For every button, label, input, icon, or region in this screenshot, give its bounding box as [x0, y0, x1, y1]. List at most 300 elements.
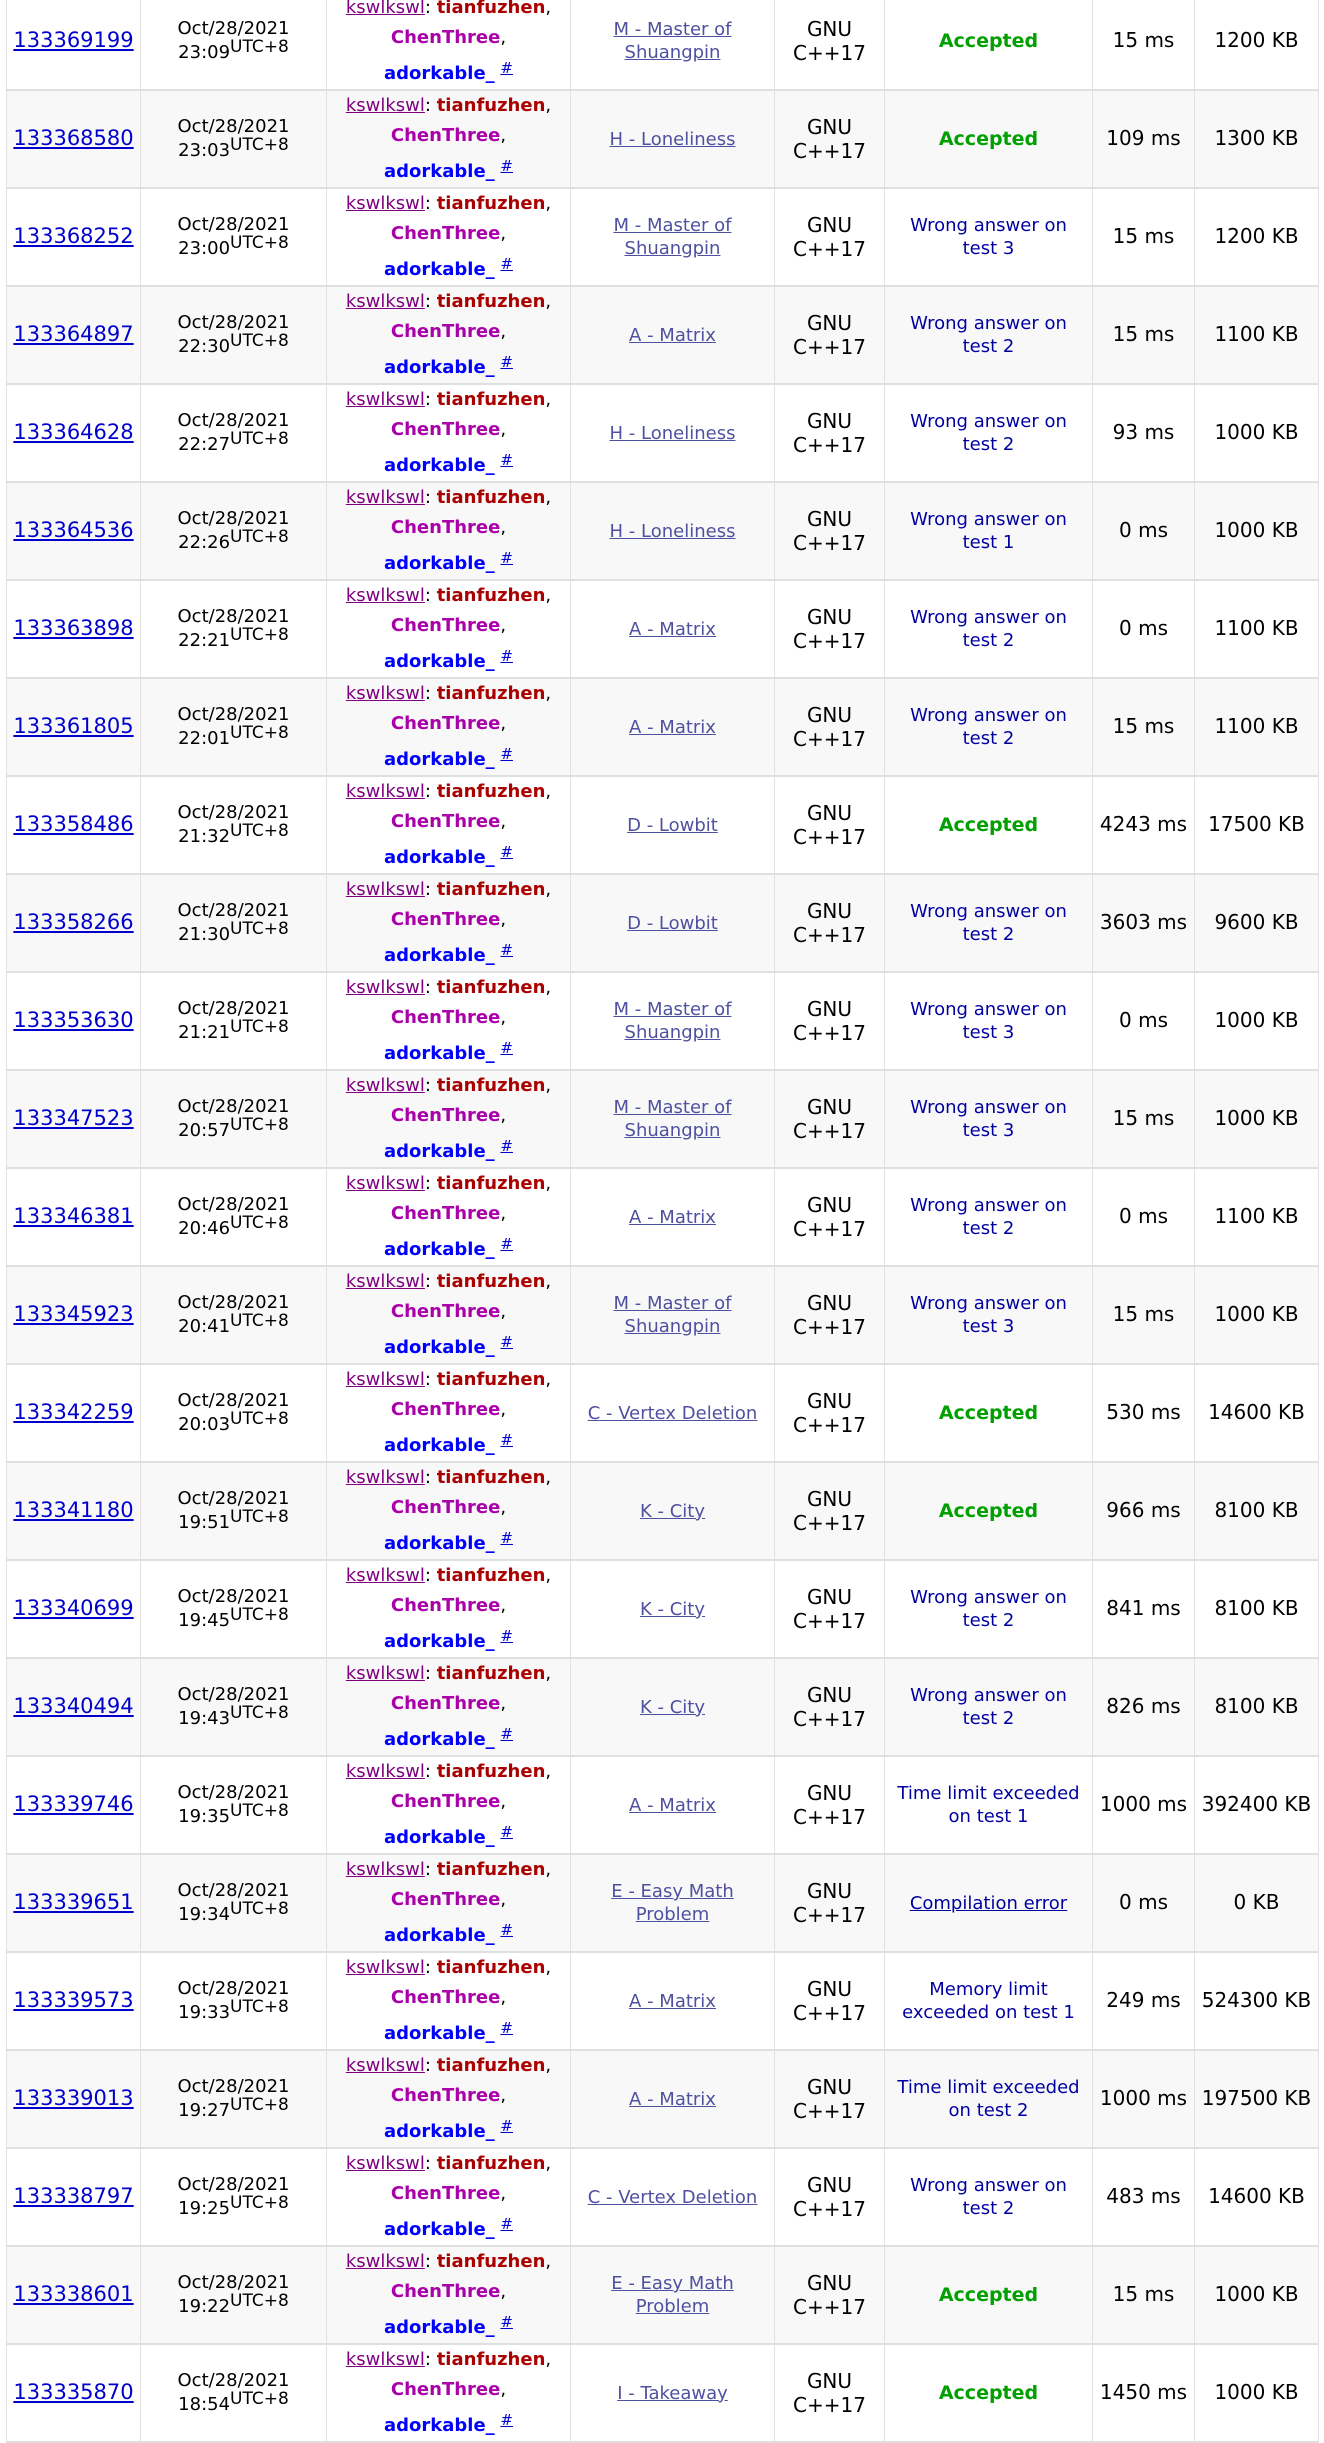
- submissions-table-wrapper: [6, 0, 1318, 2443]
- submission-id-cell: [7, 2344, 141, 2442]
- member-chenthree[interactable]: ChenThree: [390, 1889, 501, 1910]
- table-row: [7, 1168, 1319, 1266]
- language-line: C++17: [793, 1609, 866, 1633]
- verdict-label: [910, 411, 1067, 455]
- timezone-label: UTC+8: [230, 1605, 289, 1625]
- verdict-line: Wrong answer on: [910, 1097, 1067, 1118]
- problem-link[interactable]: [640, 1697, 705, 1718]
- submission-time: 19:34: [178, 1904, 231, 1925]
- submission-id-link[interactable]: 133339651: [13, 1890, 134, 1914]
- team-name-link[interactable]: kswlkswl: [345, 1565, 425, 1586]
- member-chenthree[interactable]: ChenThree: [390, 1399, 501, 1420]
- member-chenthree[interactable]: ChenThree: [390, 2183, 501, 2204]
- team-name-link[interactable]: kswlkswl: [345, 0, 425, 18]
- time-used: 15 ms: [1112, 224, 1175, 248]
- member-adorkable[interactable]: adorkable_: [384, 847, 495, 868]
- timezone-label: UTC+8: [230, 1017, 289, 1037]
- language-line: GNU: [806, 2271, 853, 2295]
- language-label: [781, 1193, 878, 1241]
- team-name-link[interactable]: kswlkswl: [345, 2153, 425, 2174]
- member-tianfuzhen[interactable]: tianfuzhen: [436, 1859, 546, 1880]
- hash-link[interactable]: #: [500, 1137, 513, 1155]
- time-used: 3603 ms: [1099, 910, 1188, 934]
- problem-line: D - Lowbit: [627, 912, 718, 934]
- submission-id-link[interactable]: 133339013: [13, 2086, 134, 2110]
- member-tianfuzhen[interactable]: tianfuzhen: [436, 291, 546, 312]
- language-label: [781, 1585, 878, 1633]
- member-chenthree[interactable]: ChenThree: [390, 1105, 501, 1126]
- team-name-link[interactable]: kswlkswl: [345, 1761, 425, 1782]
- member-chenthree[interactable]: ChenThree: [390, 1595, 501, 1616]
- member-adorkable[interactable]: adorkable_: [384, 945, 495, 966]
- member-tianfuzhen[interactable]: tianfuzhen: [436, 977, 546, 998]
- problem-line: Shuangpin: [624, 42, 721, 63]
- verdict-label: [910, 313, 1067, 357]
- member-chenthree[interactable]: ChenThree: [390, 1497, 501, 1518]
- member-tianfuzhen[interactable]: tianfuzhen: [436, 1761, 546, 1782]
- member-tianfuzhen[interactable]: tianfuzhen: [436, 1271, 546, 1292]
- problem-link[interactable]: [617, 2383, 728, 2404]
- when-cell: [141, 2050, 327, 2148]
- member-chenthree[interactable]: ChenThree: [390, 811, 501, 832]
- submission-id-link[interactable]: 133340699: [13, 1596, 134, 1620]
- verdict-line: Compilation error: [909, 1892, 1068, 1914]
- submission-id-link[interactable]: 133342259: [13, 1400, 134, 1424]
- hash-link[interactable]: #: [500, 1235, 513, 1253]
- submission-time: 22:01: [178, 728, 231, 749]
- timezone-label: UTC+8: [230, 1997, 289, 2017]
- problem-link[interactable]: [610, 521, 736, 542]
- hash-link[interactable]: #: [500, 2215, 513, 2233]
- timezone-label: UTC+8: [230, 233, 289, 253]
- submission-time: 21:32: [178, 826, 231, 847]
- verdict-line: test 1: [962, 532, 1015, 553]
- when-cell: [141, 2148, 327, 2246]
- member-chenthree[interactable]: ChenThree: [390, 223, 501, 244]
- language-line: C++17: [793, 629, 866, 653]
- verdict-label: [939, 2382, 1038, 2404]
- submission-id-link[interactable]: 133358486: [13, 812, 134, 836]
- submission-id-link[interactable]: 133364628: [13, 420, 134, 444]
- member-chenthree[interactable]: ChenThree: [390, 1791, 501, 1812]
- member-tianfuzhen[interactable]: tianfuzhen: [436, 781, 546, 802]
- problem-link[interactable]: [629, 619, 716, 640]
- verdict-cell: [885, 1560, 1093, 1658]
- language-cell: [775, 1756, 885, 1854]
- party-cell: kswlkswl: tianfuzhen, ChenThree, adorkable_ #: [327, 874, 571, 972]
- submission-time: 20:03: [178, 1414, 231, 1435]
- submission-date: Oct/28/2021: [177, 1782, 290, 1803]
- problem-link[interactable]: [613, 215, 731, 259]
- language-label: [781, 1879, 878, 1927]
- verdict-label[interactable]: [910, 1893, 1067, 1914]
- verdict-line: Wrong answer on: [910, 215, 1067, 236]
- team-name-link[interactable]: kswlkswl: [345, 2251, 425, 2272]
- time-used: 826 ms: [1106, 1694, 1181, 1718]
- problem-line: A - Matrix: [629, 1206, 716, 1228]
- problem-link[interactable]: [629, 325, 716, 346]
- verdict-line: test 3: [962, 1120, 1015, 1141]
- submission-date: Oct/28/2021: [177, 998, 290, 1019]
- problem-link[interactable]: [640, 1501, 705, 1522]
- problem-link[interactable]: [629, 1795, 716, 1816]
- problem-link[interactable]: [611, 2273, 734, 2317]
- hash-link[interactable]: #: [500, 1725, 513, 1743]
- team-name-link[interactable]: kswlkswl: [345, 977, 425, 998]
- team-name-link[interactable]: kswlkswl: [345, 1369, 425, 1390]
- problem-line: A - Matrix: [629, 324, 716, 346]
- hash-link[interactable]: #: [500, 1823, 513, 1841]
- problem-link[interactable]: [627, 815, 718, 836]
- time-cell: [1093, 1756, 1195, 1854]
- member-chenthree[interactable]: ChenThree: [390, 1693, 501, 1714]
- hash-link[interactable]: #: [500, 59, 513, 77]
- submission-id-link[interactable]: 133369199: [13, 28, 134, 52]
- member-tianfuzhen[interactable]: tianfuzhen: [436, 1467, 546, 1488]
- memory-used: 1300 KB: [1214, 126, 1299, 150]
- memory-cell: [1195, 384, 1319, 482]
- member-adorkable[interactable]: adorkable_: [384, 2317, 495, 2338]
- member-tianfuzhen[interactable]: tianfuzhen: [436, 0, 546, 18]
- member-adorkable[interactable]: adorkable_: [384, 357, 495, 378]
- team-name-link[interactable]: kswlkswl: [345, 389, 425, 410]
- member-chenthree[interactable]: ChenThree: [390, 419, 501, 440]
- hash-link[interactable]: #: [500, 1529, 513, 1547]
- verdict-line: test 2: [962, 924, 1015, 945]
- member-adorkable[interactable]: adorkable_: [384, 1043, 495, 1064]
- member-adorkable[interactable]: adorkable_: [384, 2023, 495, 2044]
- hash-link[interactable]: #: [500, 2019, 513, 2037]
- problem-link[interactable]: [629, 1991, 716, 2012]
- member-tianfuzhen[interactable]: tianfuzhen: [436, 1075, 546, 1096]
- problem-cell: [571, 188, 775, 286]
- memory-cell: [1195, 1854, 1319, 1952]
- member-adorkable[interactable]: adorkable_: [384, 1141, 495, 1162]
- problem-link[interactable]: [629, 1207, 716, 1228]
- problem-cell: [571, 2050, 775, 2148]
- hash-link[interactable]: #: [500, 2411, 513, 2429]
- hash-link[interactable]: #: [500, 2313, 513, 2331]
- team-name-link[interactable]: kswlkswl: [345, 585, 425, 606]
- member-tianfuzhen[interactable]: tianfuzhen: [436, 2251, 546, 2272]
- member-tianfuzhen[interactable]: tianfuzhen: [436, 683, 546, 704]
- hash-link[interactable]: #: [500, 353, 513, 371]
- member-tianfuzhen[interactable]: tianfuzhen: [436, 879, 546, 900]
- member-tianfuzhen[interactable]: tianfuzhen: [436, 193, 546, 214]
- verdict-cell: [885, 286, 1093, 384]
- verdict-line: Wrong answer on: [910, 313, 1067, 334]
- language-cell: [775, 1658, 885, 1756]
- submission-time: 23:00: [178, 238, 231, 259]
- submission-id-cell: [7, 0, 141, 90]
- member-adorkable[interactable]: adorkable_: [384, 1631, 495, 1652]
- language-line: C++17: [793, 1217, 866, 1241]
- member-chenthree[interactable]: ChenThree: [390, 615, 501, 636]
- submission-id-link[interactable]: 133363898: [13, 616, 134, 640]
- submission-time: 19:33: [178, 2002, 231, 2023]
- member-adorkable[interactable]: adorkable_: [384, 1925, 495, 1946]
- language-line: GNU: [806, 1291, 853, 1315]
- language-line: GNU: [806, 1193, 853, 1217]
- language-line: C++17: [793, 1805, 866, 1829]
- member-adorkable[interactable]: adorkable_: [384, 2415, 495, 2436]
- memory-cell: [1195, 2246, 1319, 2344]
- team-name-link[interactable]: kswlkswl: [345, 1173, 425, 1194]
- language-line: C++17: [793, 41, 866, 65]
- hash-link[interactable]: #: [500, 1431, 513, 1449]
- party-cell: kswlkswl: tianfuzhen, ChenThree, adorkable_ #: [327, 188, 571, 286]
- team-name-link[interactable]: kswlkswl: [345, 95, 425, 116]
- memory-cell: [1195, 1952, 1319, 2050]
- team-name-link[interactable]: kswlkswl: [345, 1271, 425, 1292]
- member-tianfuzhen[interactable]: tianfuzhen: [436, 1565, 546, 1586]
- problem-link[interactable]: [588, 2187, 758, 2208]
- submission-id-cell: [7, 874, 141, 972]
- hash-link[interactable]: #: [500, 549, 513, 567]
- team-name-link[interactable]: kswlkswl: [345, 487, 425, 508]
- member-chenthree[interactable]: ChenThree: [390, 2379, 501, 2400]
- problem-link[interactable]: [629, 2089, 716, 2110]
- team-name-link[interactable]: kswlkswl: [345, 683, 425, 704]
- team-name-link[interactable]: kswlkswl: [345, 2055, 425, 2076]
- language-cell: [775, 678, 885, 776]
- verdict-cell: [885, 580, 1093, 678]
- member-adorkable[interactable]: adorkable_: [384, 1435, 495, 1456]
- party-cell: kswlkswl: tianfuzhen, ChenThree, adorkable_ #: [327, 1364, 571, 1462]
- problem-line: M - Master of: [613, 1097, 732, 1118]
- submission-id-link[interactable]: 133345923: [13, 1302, 134, 1326]
- submission-time: 19:35: [178, 1806, 231, 1827]
- member-tianfuzhen[interactable]: tianfuzhen: [436, 1663, 546, 1684]
- problem-link[interactable]: [613, 1293, 731, 1337]
- member-chenthree[interactable]: ChenThree: [390, 517, 501, 538]
- language-cell: [775, 482, 885, 580]
- language-label: [781, 2173, 878, 2221]
- verdict-label: [897, 2077, 1079, 2121]
- language-cell: [775, 0, 885, 90]
- team-name-link[interactable]: kswlkswl: [345, 879, 425, 900]
- member-chenthree[interactable]: ChenThree: [390, 909, 501, 930]
- member-chenthree[interactable]: ChenThree: [390, 321, 501, 342]
- member-chenthree[interactable]: ChenThree: [390, 1987, 501, 2008]
- verdict-line: test 3: [962, 1022, 1015, 1043]
- submission-id-link[interactable]: 133339746: [13, 1792, 134, 1816]
- when-cell: [141, 2344, 327, 2442]
- hash-link[interactable]: #: [500, 843, 513, 861]
- member-adorkable[interactable]: adorkable_: [384, 1239, 495, 1260]
- member-chenthree[interactable]: ChenThree: [390, 2085, 501, 2106]
- member-adorkable[interactable]: adorkable_: [384, 455, 495, 476]
- submission-id-link[interactable]: 133364897: [13, 322, 134, 346]
- hash-link[interactable]: #: [500, 2117, 513, 2135]
- member-tianfuzhen[interactable]: tianfuzhen: [436, 1957, 546, 1978]
- member-tianfuzhen[interactable]: tianfuzhen: [436, 1173, 546, 1194]
- hash-link[interactable]: #: [500, 157, 513, 175]
- team-name-link[interactable]: kswlkswl: [345, 193, 425, 214]
- time-cell: [1093, 1462, 1195, 1560]
- when-cell: [141, 1070, 327, 1168]
- hash-link[interactable]: #: [500, 451, 513, 469]
- member-adorkable[interactable]: adorkable_: [384, 1533, 495, 1554]
- problem-line: C - Vertex Deletion: [587, 2186, 758, 2208]
- submission-id-link[interactable]: 133368252: [13, 224, 134, 248]
- hash-link[interactable]: #: [500, 255, 513, 273]
- submission-id-link[interactable]: 133346381: [13, 1204, 134, 1228]
- member-chenthree[interactable]: ChenThree: [390, 713, 501, 734]
- memory-cell: [1195, 2344, 1319, 2442]
- submission-id-link[interactable]: 133361805: [13, 714, 134, 738]
- party-cell: kswlkswl: tianfuzhen, ChenThree, adorkable_ #: [327, 1070, 571, 1168]
- hash-link[interactable]: #: [500, 941, 513, 959]
- language-line: GNU: [806, 1781, 853, 1805]
- member-adorkable[interactable]: adorkable_: [384, 1337, 495, 1358]
- problem-link[interactable]: [629, 717, 716, 738]
- time-used: 15 ms: [1112, 322, 1175, 346]
- member-adorkable[interactable]: adorkable_: [384, 651, 495, 672]
- verdict-label: [910, 705, 1067, 749]
- submission-id-link[interactable]: 133358266: [13, 910, 134, 934]
- member-chenthree[interactable]: ChenThree: [390, 1007, 501, 1028]
- hash-link[interactable]: #: [500, 1627, 513, 1645]
- problem-link[interactable]: [613, 999, 731, 1043]
- problem-link[interactable]: [611, 1881, 734, 1925]
- member-adorkable[interactable]: adorkable_: [384, 553, 495, 574]
- verdict-cell: [885, 874, 1093, 972]
- member-tianfuzhen[interactable]: tianfuzhen: [436, 95, 546, 116]
- memory-cell: [1195, 482, 1319, 580]
- hash-link[interactable]: #: [500, 1333, 513, 1351]
- member-adorkable[interactable]: adorkable_: [384, 2121, 495, 2142]
- member-chenthree[interactable]: ChenThree: [390, 2281, 501, 2302]
- language-cell: [775, 1168, 885, 1266]
- language-cell: [775, 188, 885, 286]
- verdict-cell: [885, 776, 1093, 874]
- verdict-line: Time limit exceeded: [897, 1783, 1080, 1804]
- submission-time: 19:51: [178, 1512, 231, 1533]
- submission-date: Oct/28/2021: [177, 410, 290, 431]
- submission-id-cell: [7, 1266, 141, 1364]
- timezone-label: UTC+8: [230, 429, 289, 449]
- memory-cell: [1195, 1364, 1319, 1462]
- problem-link[interactable]: [610, 129, 736, 150]
- hash-link[interactable]: #: [500, 647, 513, 665]
- submission-id-link[interactable]: 133335870: [13, 2380, 134, 2404]
- language-label: [781, 2271, 878, 2319]
- language-line: GNU: [806, 997, 853, 1021]
- table-row: [7, 678, 1319, 776]
- timezone-label: UTC+8: [230, 821, 289, 841]
- submission-id-link[interactable]: 133338797: [13, 2184, 134, 2208]
- member-tianfuzhen[interactable]: tianfuzhen: [436, 2153, 546, 2174]
- problem-link[interactable]: [613, 1097, 731, 1141]
- problem-line: Shuangpin: [624, 1316, 721, 1337]
- verdict-cell: [885, 1658, 1093, 1756]
- team-name-link[interactable]: kswlkswl: [345, 1467, 425, 1488]
- submission-id-link[interactable]: 133338601: [13, 2282, 134, 2306]
- hash-link[interactable]: #: [500, 1039, 513, 1057]
- member-chenthree[interactable]: ChenThree: [390, 27, 501, 48]
- team-name-link[interactable]: kswlkswl: [345, 1957, 425, 1978]
- problem-link[interactable]: [627, 913, 718, 934]
- submission-id-link[interactable]: 133340494: [13, 1694, 134, 1718]
- submission-date: Oct/28/2021: [177, 2370, 290, 2391]
- language-cell: [775, 1364, 885, 1462]
- language-line: GNU: [806, 1683, 853, 1707]
- submission-id-link[interactable]: 133368580: [13, 126, 134, 150]
- problem-line: M - Master of: [613, 19, 732, 40]
- member-adorkable[interactable]: adorkable_: [384, 1729, 495, 1750]
- team-name-link[interactable]: kswlkswl: [345, 291, 425, 312]
- submission-id-link[interactable]: 133347523: [13, 1106, 134, 1130]
- submission-time: 19:27: [178, 2100, 231, 2121]
- submission-id-cell: [7, 1364, 141, 1462]
- submission-id-cell: [7, 90, 141, 188]
- verdict-line: exceeded on test 1: [902, 2002, 1075, 2023]
- member-adorkable[interactable]: adorkable_: [384, 63, 495, 84]
- verdict-label: [939, 30, 1038, 52]
- member-adorkable[interactable]: adorkable_: [384, 749, 495, 770]
- hash-link[interactable]: #: [500, 745, 513, 763]
- party-cell: kswlkswl: tianfuzhen, ChenThree, adorkable_ #: [327, 1168, 571, 1266]
- submission-time: 19:43: [178, 1708, 231, 1729]
- member-tianfuzhen[interactable]: tianfuzhen: [436, 389, 546, 410]
- submission-date: Oct/28/2021: [177, 18, 290, 39]
- team-name-link[interactable]: kswlkswl: [345, 781, 425, 802]
- member-chenthree[interactable]: ChenThree: [390, 1301, 501, 1322]
- memory-used: 1000 KB: [1214, 518, 1299, 542]
- verdict-label: [897, 1783, 1079, 1827]
- team-name-link[interactable]: kswlkswl: [345, 2349, 425, 2370]
- submission-id-link[interactable]: 133339573: [13, 1988, 134, 2012]
- time-used: 15 ms: [1112, 1106, 1175, 1130]
- member-tianfuzhen[interactable]: tianfuzhen: [436, 1369, 546, 1390]
- memory-used: 1100 KB: [1214, 714, 1299, 738]
- team-name-link[interactable]: kswlkswl: [345, 1859, 425, 1880]
- member-adorkable[interactable]: adorkable_: [384, 161, 495, 182]
- member-chenthree[interactable]: ChenThree: [390, 125, 501, 146]
- team-name-link[interactable]: kswlkswl: [345, 1663, 425, 1684]
- problem-link[interactable]: [613, 19, 731, 63]
- member-tianfuzhen[interactable]: tianfuzhen: [436, 2055, 546, 2076]
- problem-link[interactable]: [640, 1599, 705, 1620]
- member-tianfuzhen[interactable]: tianfuzhen: [436, 585, 546, 606]
- team-name-link[interactable]: kswlkswl: [345, 1075, 425, 1096]
- verdict-line: Memory limit: [929, 1979, 1048, 2000]
- problem-link[interactable]: [588, 1403, 758, 1424]
- party-cell: kswlkswl: tianfuzhen, ChenThree, adorkable_ #: [327, 1756, 571, 1854]
- time-used: 15 ms: [1112, 2282, 1175, 2306]
- submission-id-link[interactable]: 133364536: [13, 518, 134, 542]
- member-tianfuzhen[interactable]: tianfuzhen: [436, 487, 546, 508]
- memory-used: 8100 KB: [1214, 1596, 1299, 1620]
- member-chenthree[interactable]: ChenThree: [390, 1203, 501, 1224]
- member-adorkable[interactable]: adorkable_: [384, 259, 495, 280]
- member-tianfuzhen[interactable]: tianfuzhen: [436, 2349, 546, 2370]
- problem-link[interactable]: [610, 423, 736, 444]
- language-label: [781, 1095, 878, 1143]
- member-adorkable[interactable]: adorkable_: [384, 1827, 495, 1848]
- submission-id-link[interactable]: 133341180: [13, 1498, 134, 1522]
- member-adorkable[interactable]: adorkable_: [384, 2219, 495, 2240]
- verdict-cell: [885, 1756, 1093, 1854]
- table-row: [7, 2148, 1319, 2246]
- submission-date: Oct/28/2021: [177, 2076, 290, 2097]
- memory-used: 14600 KB: [1208, 1400, 1305, 1424]
- language-line: C++17: [793, 1707, 866, 1731]
- language-label: [781, 2075, 878, 2123]
- submission-id-link[interactable]: 133353630: [13, 1008, 134, 1032]
- hash-link[interactable]: #: [500, 1921, 513, 1939]
